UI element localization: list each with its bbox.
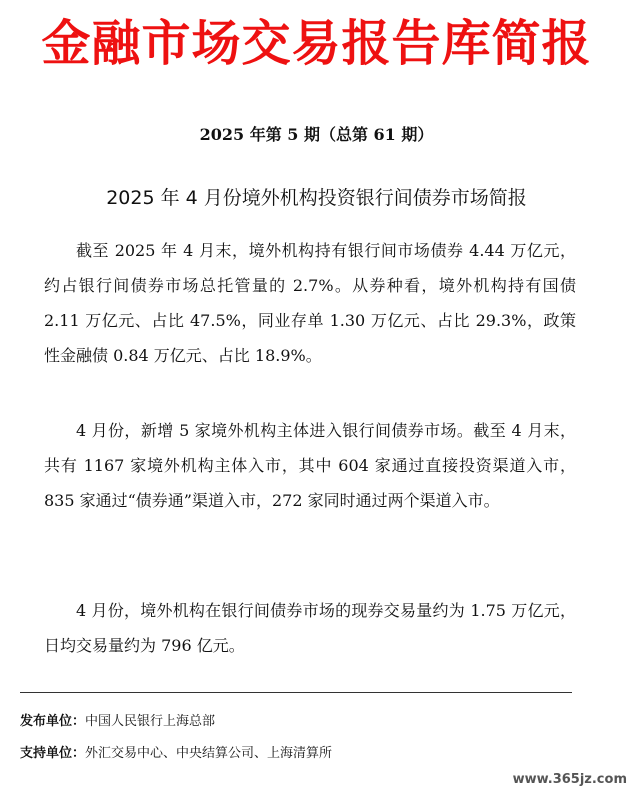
supporter-value: 外汇交易中心、中央结算公司、上海清算所 <box>85 746 333 761</box>
footer-divider <box>20 692 572 693</box>
supporter-label: 支持单位： <box>20 746 86 761</box>
issue-number: 2025 年第 5 期（总第 61 期） <box>199 125 434 144</box>
paragraph-trading-volume: 4 月份，境外机构在银行间债券市场的现券交易量约为 1.75 万亿元，日均交易量约为 796 亿元。 <box>44 601 576 655</box>
masthead-title: 金融市场交易报告库简报 <box>41 15 592 72</box>
paragraph-new-entrants: 4 月份，新增 5 家境外机构主体进入银行间债券市场。截至 4 月末，共有 1167 家境外机构主体入市，其中 604 家通过直接投资渠道入市，835 家通过“债券通”渠道入市，272 家同时通过两个渠道入市。 <box>44 421 576 510</box>
publisher-value: 中国人民银行上海总部 <box>85 714 216 729</box>
paragraph-holdings: 截至 2025 年 4 月末，境外机构持有银行间市场债券 4.44 万亿元，约占银行间债券市场总托管量的 2.7%。从券种看，境外机构持有国债 2.11 万亿元、占比 47.5%，同业存单 1.30 万亿元、占比 29.3%，政策性金融债 0.84 万亿元、占比 18.9%。 <box>44 241 576 365</box>
publisher-label: 发布单位： <box>20 714 86 729</box>
report-title: 2025 年 4 月份境外机构投资银行间债券市场简报 <box>106 187 527 209</box>
publisher-line <box>20 712 215 732</box>
supporter-line <box>20 744 332 764</box>
site-watermark: www.365jz.com <box>512 772 627 787</box>
